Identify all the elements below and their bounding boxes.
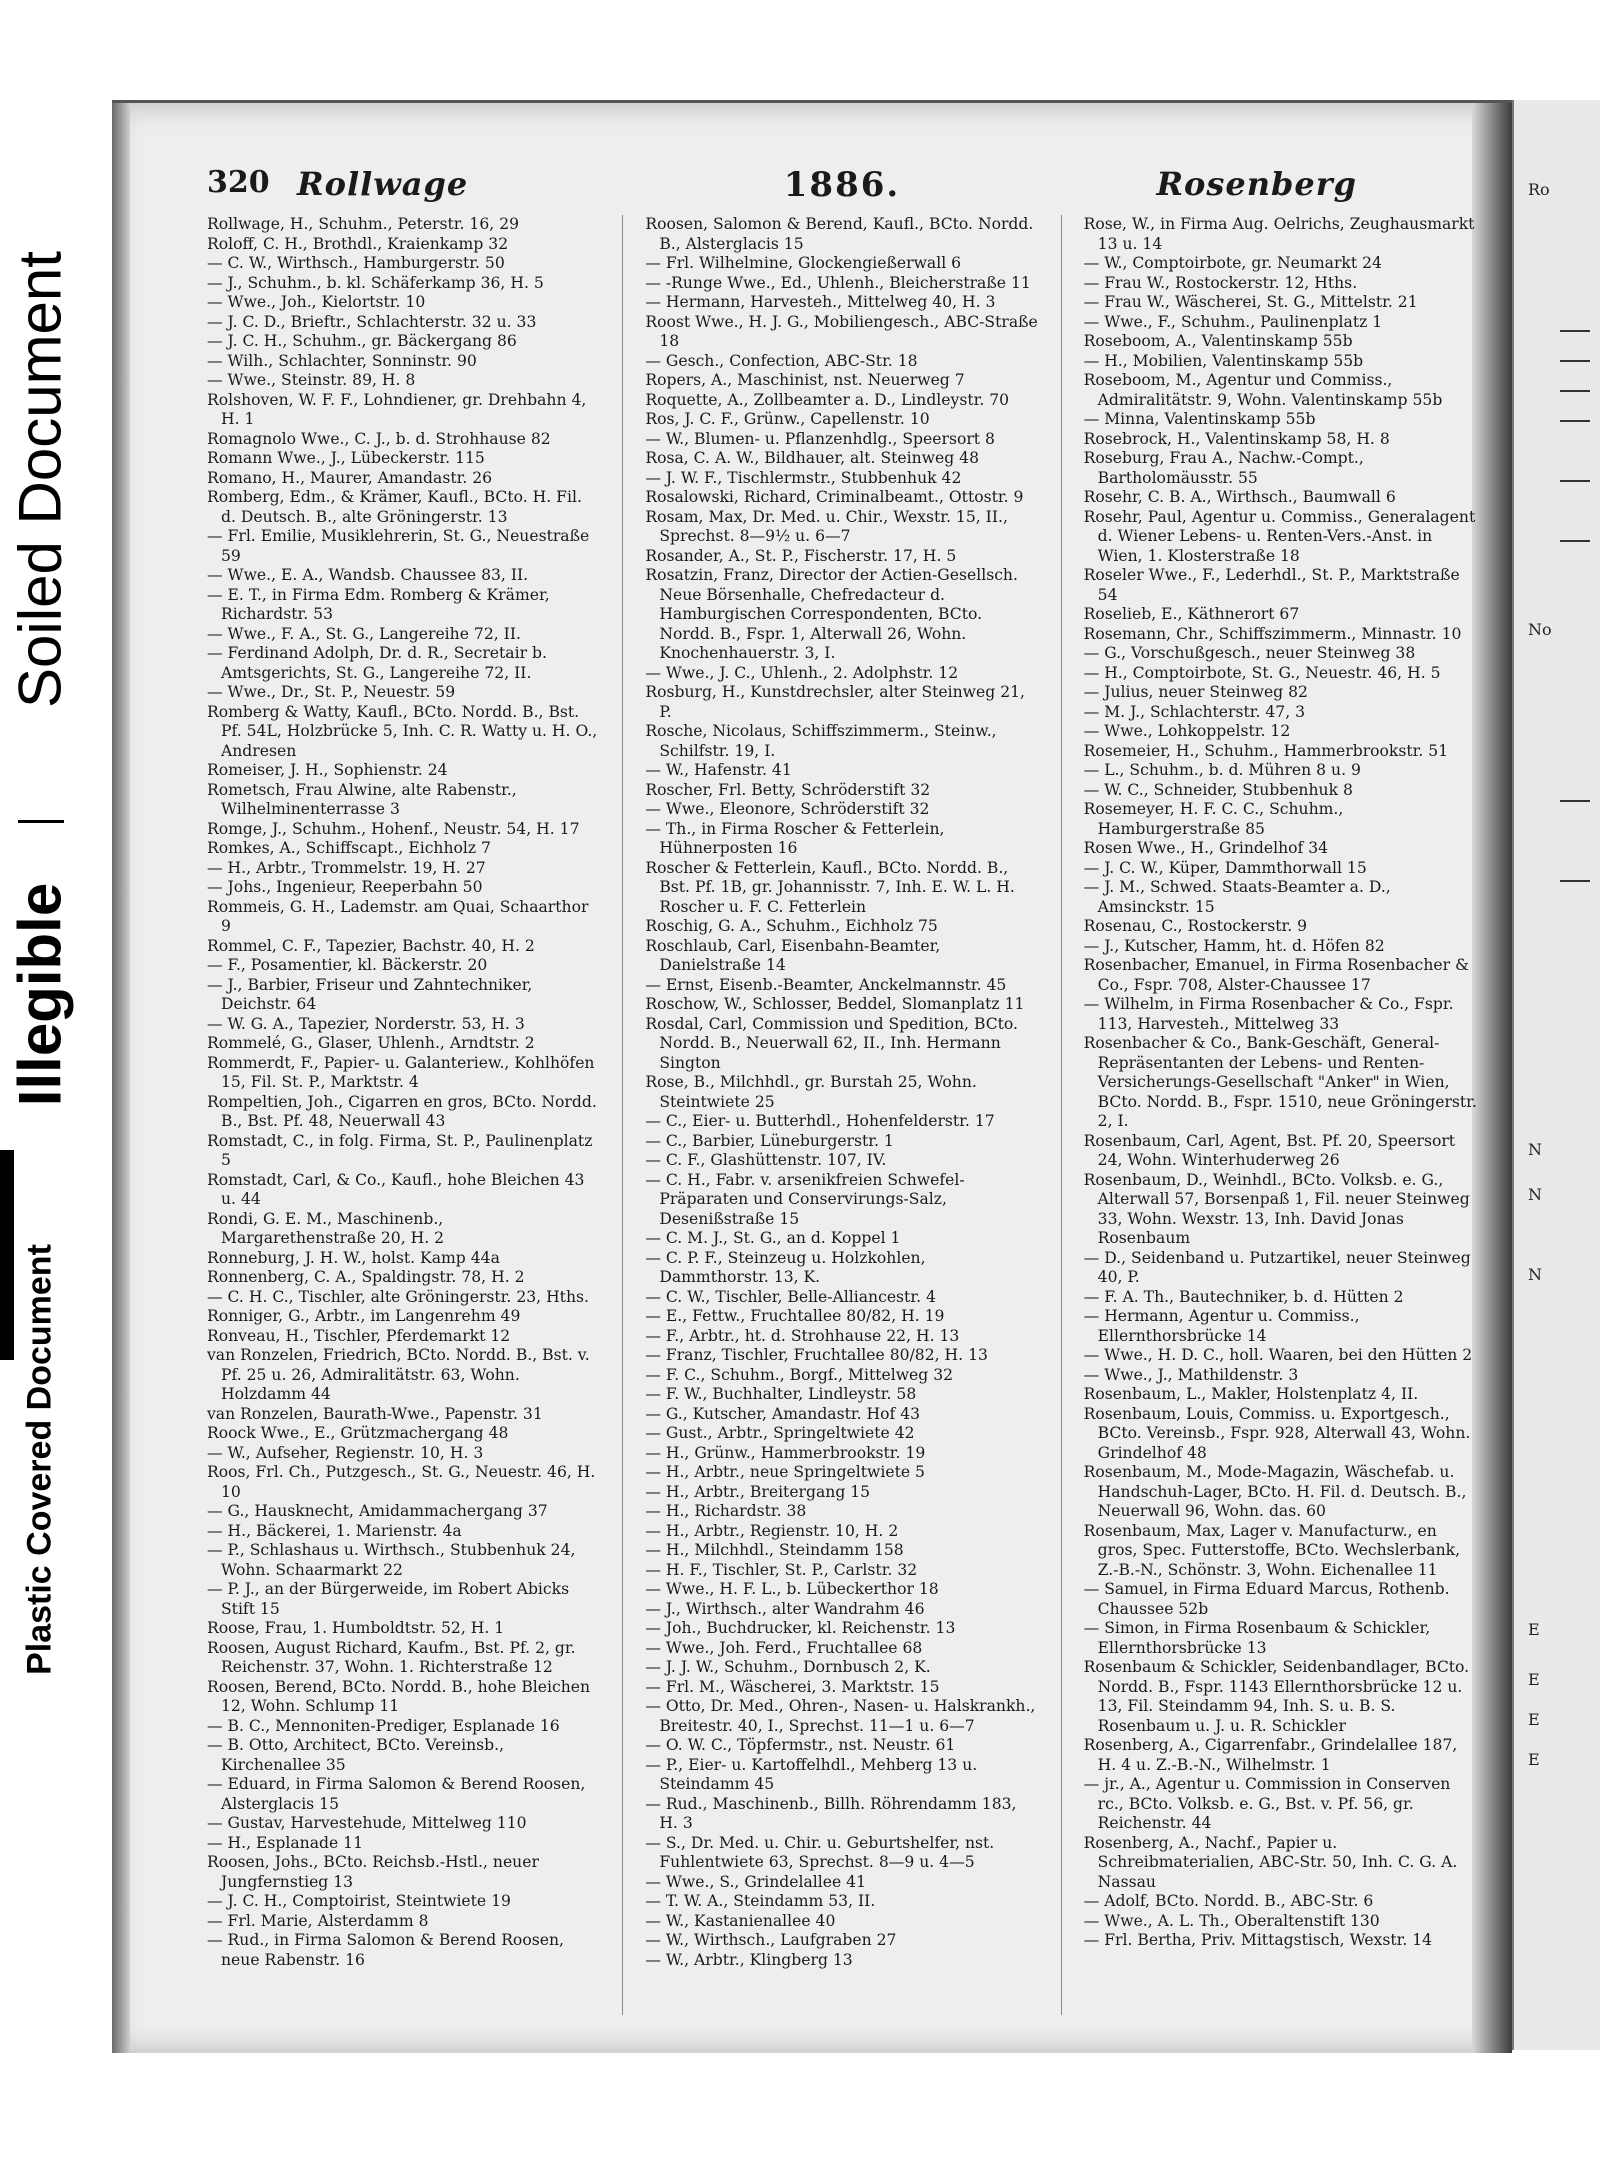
directory-entry: — Wwe., S., Grindelallee 41 (645, 1872, 867, 1891)
directory-entry: Ropers, A., Maschinist, nst. Neuerweg 7 (645, 371, 965, 389)
directory-entry: — Simon, in Firma Rosenbaum & Schickler, Ellernthorsbrücke 13 (1083, 1619, 1431, 1657)
directory-entry: Rollwage, H., Schuhm., Peterstr. 16, 29 (207, 215, 520, 233)
directory-entry: Roscher & Fetterlein, Kaufl., BCto. Nordd. B., Bst. Pf. 1B, gr. Johannisstr. 7, Inh. E. W. L. H. Roscher u. F. C. Fetterlein (645, 858, 1015, 916)
directory-entry: — Wwe., Joh., Kielortstr. 10 (207, 293, 426, 311)
directory-entry: Romeiser, J. H., Sophienstr. 24 (207, 761, 448, 779)
directory-entry: Romge, J., Schuhm., Hohenf., Neustr. 54, H. 17 (207, 819, 580, 838)
directory-entry: — T. W. A., Steindamm 53, II. (645, 1892, 876, 1910)
directory-entry: — jr., A., Agentur u. Commission in Conserven rc., BCto. Volksb. e. G., Bst. v. Pf. 56, gr. Reichenstr. 44 (1083, 1775, 1451, 1832)
facing-page-rule (1560, 800, 1590, 802)
facing-page-fragment (1512, 100, 1600, 2050)
directory-entry: Roos, Frl. Ch., Putzgesch., St. G., Neuestr. 46, H. 10 (207, 1463, 596, 1501)
directory-entry: — Ferdinand Adolph, Dr. d. R., Secretair b. Amtsgerichts, St. G., Langereihe 72, II. (207, 644, 547, 682)
directory-entry: — Frl. M., Wäscherei, 3. Marktstr. 15 (645, 1677, 940, 1696)
directory-entry: — C. H., Fabr. v. arsenikfreien Schwefel-Präparaten und Conservirungs-Salz, Desenißstraße 15 (645, 1170, 965, 1228)
directory-entry: — J. C. W., Küper, Dammthorwall 15 (1083, 858, 1367, 877)
directory-entry: Romann Wwe., J., Lübeckerstr. 115 (207, 449, 485, 467)
directory-entry: — Adolf, BCto. Nordd. B., ABC-Str. 6 (1083, 1892, 1374, 1910)
directory-entry: — C. H. C., Tischler, alte Gröningerstr. 23, Hths. (207, 1287, 589, 1306)
directory-entry: Rosburg, H., Kunstdrechsler, alter Steinweg 21, P. (645, 683, 1025, 721)
directory-entry: Roschig, G. A., Schuhm., Eichholz 75 (645, 917, 938, 935)
header-first-entry: Rollwage (297, 165, 469, 203)
directory-entry: Rommeis, G. H., Lademstr. am Quai, Schaarthor 9 (207, 897, 589, 935)
directory-entry: — H., Arbtr., Trommelstr. 19, H. 27 (207, 858, 486, 877)
directory-entry: — F. C., Schuhm., Borgf., Mittelweg 32 (645, 1365, 954, 1384)
directory-entry: Rosebrock, H., Valentinskamp 58, H. 8 (1083, 429, 1390, 448)
directory-entry: Ros, J. C. F., Grünw., Capellenstr. 10 (645, 410, 930, 428)
directory-entry: — Frl. Wilhelmine, Glockengießerwall 6 (645, 254, 962, 272)
directory-entry: — Wwe., Steinstr. 89, H. 8 (207, 371, 416, 389)
directory-entry: — Wwe., Eleonore, Schröderstift 32 (645, 800, 930, 818)
facing-page-rule (1560, 880, 1590, 882)
directory-entry: — J. C. H., Comptoirist, Steintwiete 19 (207, 1892, 511, 1910)
directory-entry: — H., Grünw., Hammerbrookstr. 19 (645, 1443, 926, 1462)
directory-entry: — Frl. Marie, Alsterdamm 8 (207, 1911, 429, 1930)
directory-entry: — S., Dr. Med. u. Chir. u. Geburtshelfer, nst. Fuhlentwiete 63, Sprechst. 8—9 u. 4—5 (645, 1833, 995, 1871)
directory-entry: Rosdal, Carl, Commission und Spedition, BCto. Nordd. B., Neuerwall 62, II., Inh. Hermann Sington (645, 1014, 1018, 1072)
directory-entry: — Wwe., H. F. L., b. Lübeckerthor 18 (645, 1580, 939, 1598)
directory-entry: Roseburg, Frau A., Nachw.-Compt., Bartholomäusstr. 55 (1083, 449, 1364, 487)
directory-entry: Rosenberg, A., Nachf., Papier u. Schreibmaterialien, ABC-Str. 50, Inh. C. G. A. Nassau (1083, 1833, 1458, 1891)
directory-entry: — W. C., Schneider, Stubbenhuk 8 (1083, 780, 1353, 799)
directory-entry: — Wwe., E. A., Wandsb. Chaussee 83, II. (207, 566, 529, 584)
directory-entry: Rometsch, Frau Alwine, alte Rabenstr., Wilhelminenterrasse 3 (207, 780, 517, 818)
directory-entry: Rosenbacher & Co., Bank-Geschäft, General-Repräsentanten der Lebens- und Renten-Versicherungs-Gesellschaft "Anker" in Wien, BCto. Nordd. B., Fspr. 1510, neue Gröningerstr. 2, I. (1083, 1034, 1477, 1130)
directory-entry: — Wwe., F. A., St. G., Langereihe 72, II. (207, 624, 521, 643)
directory-entry: Roseboom, A., Valentinskamp 55b (1083, 332, 1353, 350)
directory-entry: Romberg & Watty, Kaufl., BCto. Nordd. B., Bst. Pf. 54L, Holzbrücke 5, Inh. C. R. Watty u. H. O., Andresen (207, 702, 598, 760)
facing-page-text: Ro (1528, 180, 1550, 199)
directory-entry: — Hermann, Harvesteh., Mittelweg 40, H. 3 (645, 293, 996, 311)
facing-page-text: E (1528, 1710, 1540, 1729)
column-rule (1061, 215, 1062, 2015)
directory-entry: Roseler Wwe., F., Lederhdl., St. P., Marktstraße 54 (1083, 566, 1460, 604)
directory-entry: Rosen Wwe., H., Grindelhof 34 (1083, 839, 1329, 857)
soiled-document-flag: Soiled Document (6, 251, 74, 708)
directory-entry: van Ronzelen, Baurath-Wwe., Papenstr. 31 (207, 1404, 543, 1423)
facing-page-text: N (1528, 1265, 1542, 1284)
directory-entry: — L., Schuhm., b. d. Mühren 8 u. 9 (1083, 761, 1361, 779)
directory-entry: Ronnenberg, C. A., Spaldingstr. 78, H. 2 (207, 1268, 525, 1286)
directory-entry: Rosenbaum, Louis, Commiss. u. Exportgesch., BCto. Vereinsb., Fspr. 928, Alterwall 43, Wohn. Grindelhof 48 (1083, 1404, 1471, 1462)
directory-entry: — P., Schlashaus u. Wirthsch., Stubbenhuk 24, Wohn. Schaarmarkt 22 (207, 1541, 576, 1579)
illegible-flag: Illegible (6, 882, 74, 1107)
directory-entry: Roquette, A., Zollbeamter a. D., Lindleystr. 70 (645, 390, 1010, 409)
facing-page-text: E (1528, 1620, 1540, 1639)
directory-entry: — Wwe., J., Mathildenstr. 3 (1083, 1365, 1299, 1384)
directory-entry: Rosenbaum, Carl, Agent, Bst. Pf. 20, Speersort 24, Wohn. Winterhuderweg 26 (1083, 1131, 1456, 1169)
directory-entry: — Wilhelm, in Firma Rosenbacher & Co., Fspr. 113, Harvesteh., Mittelweg 33 (1083, 995, 1454, 1033)
directory-entry: Roosen, Johs., BCto. Reichsb.-Hstl., neuer Jungfernstieg 13 (207, 1853, 539, 1891)
directory-entry: Roschlaub, Carl, Eisenbahn-Beamter, Danielstraße 14 (645, 936, 941, 974)
directory-entry: Rosehr, C. B. A., Wirthsch., Baumwall 6 (1083, 488, 1396, 506)
directory-entry: — W., Comptoirbote, gr. Neumarkt 24 (1083, 254, 1382, 272)
directory-entry: — H., Mobilien, Valentinskamp 55b (1083, 351, 1364, 370)
directory-entry: — W., Aufseher, Regienstr. 10, H. 3 (207, 1443, 484, 1462)
directory-entry: Roose, Frau, 1. Humboldtstr. 52, H. 1 (207, 1619, 505, 1637)
directory-entry: Roscher, Frl. Betty, Schröderstift 32 (645, 780, 931, 799)
directory-entry: — Wwe., Dr., St. P., Neuestr. 59 (207, 683, 456, 701)
directory-entry: — Frau W., Wäscherei, St. G., Mittelstr. 21 (1083, 293, 1418, 311)
directory-entry: — H., Arbtr., neue Springeltwiete 5 (645, 1463, 925, 1481)
directory-entry: — W., Wirthsch., Laufgraben 27 (645, 1931, 897, 1949)
plastic-covered-flag: Plastic Covered Document (20, 1244, 59, 1675)
directory-entry: Rose, B., Milchhdl., gr. Burstah 25, Wohn. Steintwiete 25 (645, 1073, 977, 1111)
directory-entry: — H., Bäckerei, 1. Marienstr. 4a (207, 1521, 462, 1540)
facing-page-rule (1560, 330, 1590, 332)
directory-entry: Rolshoven, W. F. F., Lohndiener, gr. Drehbahn 4, H. 1 (207, 390, 587, 428)
directory-entry: Rosehr, Paul, Agentur u. Commiss., Generalagent d. Wiener Lebens- u. Renten-Vers.-Anst. in Wien, 1. Klosterstraße 18 (1083, 507, 1476, 565)
directory-entry: — M. J., Schlachterstr. 47, 3 (1083, 702, 1306, 721)
directory-entry: — E., Fettw., Fruchtallee 80/82, H. 19 (645, 1307, 945, 1325)
page-edge (112, 103, 130, 2053)
directory-columns (207, 215, 1477, 2015)
directory-column-3 (1084, 215, 1477, 2015)
directory-entry: Rommelé, G., Glaser, Uhlenh., Arndtstr. 2 (207, 1034, 535, 1052)
directory-entry: Rosam, Max, Dr. Med. u. Chir., Wexstr. 15, II., Sprechst. 8—9½ u. 6—7 (645, 507, 1008, 545)
directory-entry: Rosenau, C., Rostockerstr. 9 (1083, 917, 1308, 935)
directory-entry: — C. W., Tischler, Belle-Alliancestr. 4 (645, 1287, 936, 1306)
directory-entry: Roseboom, M., Agentur und Commiss., Admiralitätstr. 9, Wohn. Valentinskamp 55b (1083, 371, 1443, 409)
directory-entry: — Wwe., J. C., Uhlenh., 2. Adolphstr. 12 (645, 663, 959, 682)
directory-entry: — Julius, neuer Steinweg 82 (1083, 683, 1308, 701)
directory-entry: Rosenbacher, Emanuel, in Firma Rosenbacher & Co., Fspr. 708, Alster-Chaussee 17 (1083, 956, 1469, 994)
directory-entry: — C., Barbier, Lüneburgerstr. 1 (645, 1131, 894, 1150)
directory-entry: — Joh., Buchdrucker, kl. Reichenstr. 13 (645, 1619, 956, 1637)
directory-entry: — H., Richardstr. 38 (645, 1502, 807, 1520)
directory-entry: — W., Arbtr., Klingberg 13 (645, 1950, 853, 1969)
column-rule (622, 215, 623, 2015)
directory-entry: — J. W. F., Tischlermstr., Stubbenhuk 42 (645, 468, 962, 487)
directory-entry: — C. W., Wirthsch., Hamburgerstr. 50 (207, 254, 505, 272)
directory-entry: Romberg, Edm., & Krämer, Kaufl., BCto. H. Fil. d. Deutsch. B., alte Gröningerstr. 13 (207, 488, 582, 526)
directory-entry: Rompeltien, Joh., Cigarren en gros, BCto. Nordd. B., Bst. Pf. 48, Neuerwall 43 (207, 1092, 597, 1130)
directory-entry: Romagnolo Wwe., C. J., b. d. Strohhause 82 (207, 429, 551, 448)
directory-entry: — -Runge Wwe., Ed., Uhlenh., Bleicherstraße 11 (645, 273, 1031, 292)
directory-entry: — H., Arbtr., Breitergang 15 (645, 1482, 871, 1501)
directory-entry: Roock Wwe., E., Grützmachergang 48 (207, 1424, 509, 1442)
directory-entry: — J. M., Schwed. Staats-Beamter a. D., Amsinckstr. 15 (1083, 878, 1391, 916)
directory-entry: van Ronzelen, Friedrich, BCto. Nordd. B., Bst. v. Pf. 25 u. 26, Admiralitätstr. 63, Wohn. Holzdamm 44 (207, 1346, 590, 1403)
directory-entry: — J. C. H., Schuhm., gr. Bäckergang 86 (207, 332, 517, 350)
directory-entry: Roloff, C. H., Brothdl., Kraienkamp 32 (207, 234, 509, 253)
directory-entry: — Gesch., Confection, ABC-Str. 18 (645, 351, 918, 370)
facing-page-text: E (1528, 1670, 1540, 1689)
directory-entry: — F. W., Buchhalter, Lindleystr. 58 (645, 1385, 917, 1403)
directory-entry: — P., Eier- u. Kartoffelhdl., Mehberg 13 u. Steindamm 45 (645, 1755, 978, 1793)
directory-entry: — C. M. J., St. G., an d. Koppel 1 (645, 1229, 901, 1247)
directory-entry: Ronveau, H., Tischler, Pferdemarkt 12 (207, 1326, 511, 1345)
page-gutter (1472, 103, 1512, 2053)
facing-page-rule (1560, 540, 1590, 542)
directory-entry: — W. G. A., Tapezier, Norderstr. 53, H. 3 (207, 1014, 525, 1033)
facing-page-rule (1560, 390, 1590, 392)
directory-entry: Romstadt, C., in folg. Firma, St. P., Paulinenplatz 5 (207, 1131, 593, 1169)
facing-page-text: N (1528, 1140, 1542, 1159)
directory-entry: — J. C. D., Brieftr., Schlachterstr. 32 u. 33 (207, 312, 537, 331)
scanned-page (112, 100, 1512, 2053)
directory-entry: — W., Hafenstr. 41 (645, 761, 792, 779)
directory-entry: Ronneburg, J. H. W., holst. Kamp 44a (207, 1248, 500, 1267)
directory-entry: — Wwe., A. L. Th., Oberaltenstift 130 (1083, 1911, 1380, 1930)
directory-entry: Rommerdt, F., Papier- u. Galanteriew., Kohlhöfen 15, Fil. St. P., Marktstr. 4 (207, 1053, 595, 1091)
directory-entry: — G., Hausknecht, Amidammachergang 37 (207, 1502, 548, 1520)
directory-column-1 (207, 215, 600, 2015)
directory-entry: — D., Seidenband u. Putzartikel, neuer Steinweg 40, P. (1083, 1248, 1471, 1286)
directory-entry: Roosen, August Richard, Kaufm., Bst. Pf. 2, gr. Reichenstr. 37, Wohn. 1. Richterstraße 12 (207, 1638, 576, 1676)
directory-entry: Roost Wwe., H. J. G., Mobiliengesch., ABC-Straße 18 (645, 312, 1038, 350)
directory-entry: — G., Kutscher, Amandastr. Hof 43 (645, 1404, 921, 1423)
directory-entry: Rosenberg, A., Cigarrenfabr., Grindelallee 187, H. 4 u. Z.-B.-N., Wilhelmstr. 1 (1083, 1736, 1458, 1774)
directory-entry: — Gust., Arbtr., Springeltwiete 42 (645, 1424, 915, 1442)
directory-entry: — Wwe., F., Schuhm., Paulinenplatz 1 (1083, 312, 1383, 331)
directory-entry: Rosemeier, H., Schuhm., Hammerbrookstr. 51 (1083, 741, 1449, 760)
directory-entry: Romano, H., Maurer, Amandastr. 26 (207, 468, 493, 487)
directory-entry: Rosemann, Chr., Schiffszimmerm., Minnastr. 10 (1083, 624, 1462, 643)
directory-entry: — Frl. Emilie, Musiklehrerin, St. G., Neuestraße 59 (207, 527, 590, 565)
flag-divider (18, 820, 64, 823)
directory-entry: — B. C., Mennoniten-Prediger, Esplanade 16 (207, 1716, 560, 1735)
directory-entry: — Johs., Ingenieur, Reeperbahn 50 (207, 878, 483, 896)
directory-entry: — G., Vorschußgesch., neuer Steinweg 38 (1083, 644, 1416, 662)
directory-entry: Rosenbaum, L., Makler, Holstenplatz 4, II. (1083, 1385, 1419, 1403)
directory-entry: Romkes, A., Schiffscapt., Eichholz 7 (207, 839, 491, 857)
directory-entry: — W., Kastanienallee 40 (645, 1911, 836, 1930)
facing-page-text: E (1528, 1750, 1540, 1769)
facing-page-text: No (1528, 620, 1552, 639)
directory-column-2 (645, 215, 1038, 2015)
directory-entry: — C. P. F., Steinzeug u. Holzkohlen, Dammthorstr. 13, K. (645, 1248, 926, 1286)
directory-entry: — Wilh., Schlachter, Sonninstr. 90 (207, 351, 477, 370)
directory-entry: — H., Esplanade 11 (207, 1833, 364, 1852)
directory-entry: — E. T., in Firma Edm. Romberg & Krämer, Richardstr. 53 (207, 585, 550, 623)
directory-entry: — H. F., Tischler, St. P., Carlstr. 32 (645, 1560, 918, 1579)
directory-entry: Rosenbaum, Max, Lager v. Manufacturw., en gros, Spec. Futterstoffe, BCto. Wechslerbank, Z.-B.-N., Schönstr. 3, Wohn. Eichenallee 11 (1083, 1521, 1461, 1579)
directory-entry: Roosen, Salomon & Berend, Kaufl., BCto. Nordd. B., Alsterglacis 15 (645, 215, 1034, 253)
directory-entry: Ronniger, G., Arbtr., im Langenrehm 49 (207, 1307, 521, 1325)
directory-entry: — J. J. W., Schuhm., Dornbusch 2, K. (645, 1658, 931, 1676)
directory-entry: Rosenbaum, D., Weinhdl., BCto. Volksb. e. G., Alterwall 57, Borsenpaß 1, Fil. neuer Steinweg 33, Wohn. Wexstr. 13, Inh. David Jonas Rosenbaum (1083, 1170, 1470, 1247)
directory-entry: — J., Kutscher, Hamm, ht. d. Höfen 82 (1083, 936, 1385, 955)
directory-entry: — Eduard, in Firma Salomon & Berend Roosen, Alsterglacis 15 (207, 1775, 586, 1813)
directory-entry: — O. W. C., Töpfermstr., nst. Neustr. 61 (645, 1736, 956, 1754)
directory-entry: — Frl. Bertha, Priv. Mittagstisch, Wexstr. 14 (1083, 1931, 1433, 1949)
directory-entry: — Frau W., Rostockerstr. 12, Hths. (1083, 273, 1358, 292)
directory-entry: — P. J., an der Bürgerweide, im Robert Abicks Stift 15 (207, 1580, 570, 1618)
directory-entry: Rosander, A., St. P., Fischerstr. 17, H. 5 (645, 546, 957, 565)
directory-entry: Rosemeyer, H. F. C. C., Schuhm., Hamburgerstraße 85 (1083, 800, 1344, 838)
directory-entry: — C., Eier- u. Butterhdl., Hohenfelderstr. 17 (645, 1112, 995, 1130)
directory-entry: Rosatzin, Franz, Director der Actien-Gesellsch. Neue Börsenhalle, Chefredacteur d. Hamburgischen Correspondenten, BCto. Nordd. B., Fspr. 1, Alterwall 26, Wohn. Knochenhauerstr. 3, I. (645, 566, 1018, 662)
directory-entry: — C. F., Glashüttenstr. 107, IV. (645, 1151, 887, 1169)
directory-entry: Rondi, G. E. M., Maschinenb., Margarethenstraße 20, H. 2 (207, 1209, 445, 1247)
directory-entry: Rosenbaum, M., Mode-Magazin, Wäschefab. u. Handschuh-Lager, BCto. H. Fil. d. Deutsch. B., Neuerwall 96, Wohn. das. 60 (1083, 1463, 1467, 1520)
directory-entry: — W., Blumen- u. Pflanzenhdlg., Speersort 8 (645, 429, 995, 448)
directory-entry: — Gustav, Harvestehude, Mittelweg 110 (207, 1814, 527, 1832)
facing-page-rule (1560, 360, 1590, 362)
directory-entry: — Rud., Maschinenb., Billh. Röhrendamm 183, H. 3 (645, 1794, 1017, 1832)
directory-entry: — Wwe., H. D. C., holl. Waaren, bei den Hütten 2 (1083, 1346, 1473, 1364)
directory-entry: — Ernst, Eisenb.-Beamter, Anckelmannstr. 45 (645, 975, 1007, 994)
directory-entry: Roselieb, E., Käthnerort 67 (1083, 605, 1300, 623)
directory-entry: — J., Wirthsch., alter Wandrahm 46 (645, 1599, 925, 1618)
directory-entry: — Franz, Tischler, Fruchtallee 80/82, H. 13 (645, 1346, 988, 1364)
directory-entry: — F., Arbtr., ht. d. Strohhause 22, H. 13 (645, 1326, 960, 1345)
facing-page-text: N (1528, 1185, 1542, 1204)
directory-entry: — Hermann, Agentur u. Commiss., Ellernthorsbrücke 14 (1083, 1307, 1360, 1345)
directory-entry: — Th., in Firma Roscher & Fetterlein, Hühnerposten 16 (645, 819, 945, 857)
directory-entry: — H., Arbtr., Regienstr. 10, H. 2 (645, 1521, 899, 1540)
archive-flag-strip (0, 0, 80, 1720)
directory-entry: — Rud., in Firma Salomon & Berend Roosen, neue Rabenstr. 16 (207, 1931, 564, 1969)
directory-entry: Rose, W., in Firma Aug. Oelrichs, Zeughausmarkt 13 u. 14 (1083, 215, 1475, 253)
directory-entry: — Wwe., Joh. Ferd., Fruchtallee 68 (645, 1638, 923, 1657)
directory-entry: Roosen, Berend, BCto. Nordd. B., hohe Bleichen 12, Wohn. Schlump 11 (207, 1677, 591, 1715)
directory-entry: Roschow, W., Schlosser, Beddel, Slomanplatz 11 (645, 995, 1025, 1013)
directory-entry: — Otto, Dr. Med., Ohren-, Nasen- u. Halskrankh., Breitestr. 40, I., Sprechst. 11—1 u. 6—7 (645, 1697, 1036, 1735)
header-year: 1886. (783, 165, 901, 205)
directory-entry: — H., Milchhdl., Steindamm 158 (645, 1541, 904, 1559)
directory-entry: — F. A. Th., Bautechniker, b. d. Hütten 2 (1083, 1287, 1404, 1306)
facing-page-rule (1560, 420, 1590, 422)
directory-entry: — Minna, Valentinskamp 55b (1083, 410, 1316, 428)
directory-entry: Romstadt, Carl, & Co., Kaufl., hohe Bleichen 43 u. 44 (207, 1170, 585, 1208)
header-last-entry: Rosenberg (1156, 165, 1357, 203)
directory-entry: Rosenbaum & Schickler, Seidenbandlager, BCto. Nordd. B., Fspr. 1143 Ellernthorsbrücke 12 u. 13, Fil. Steindamm 94, Inh. S. u. B. S. Rosenbaum u. J. u. R. Schickler (1083, 1658, 1470, 1735)
flag-marker (0, 1150, 14, 1360)
page-number: 320 (207, 165, 270, 200)
directory-entry: Rommel, C. F., Tapezier, Bachstr. 40, H. 2 (207, 936, 535, 955)
directory-entry: — H., Comptoirbote, St. G., Neuestr. 46, H. 5 (1083, 663, 1441, 682)
directory-entry: — J., Barbier, Friseur und Zahntechniker, Deichstr. 64 (207, 975, 533, 1013)
running-header (207, 165, 1477, 215)
directory-entry: — Wwe., Lohkoppelstr. 12 (1083, 722, 1291, 740)
directory-entry: — J., Schuhm., b. kl. Schäferkamp 36, H. 5 (207, 273, 544, 292)
facing-page-rule (1560, 480, 1590, 482)
directory-entry: Rosa, C. A. W., Bildhauer, alt. Steinweg 48 (645, 449, 980, 467)
directory-entry: Rosche, Nicolaus, Schiffszimmerm., Steinw., Schilfstr. 19, I. (645, 722, 997, 760)
directory-entry: — Samuel, in Firma Eduard Marcus, Rothenb. Chaussee 52b (1083, 1580, 1450, 1618)
directory-entry: — F., Posamentier, kl. Bäckerstr. 20 (207, 956, 488, 974)
directory-entry: — B. Otto, Architect, BCto. Vereinsb., Kirchenallee 35 (207, 1736, 505, 1774)
directory-entry: Rosalowski, Richard, Criminalbeamt., Ottostr. 9 (645, 488, 1024, 506)
